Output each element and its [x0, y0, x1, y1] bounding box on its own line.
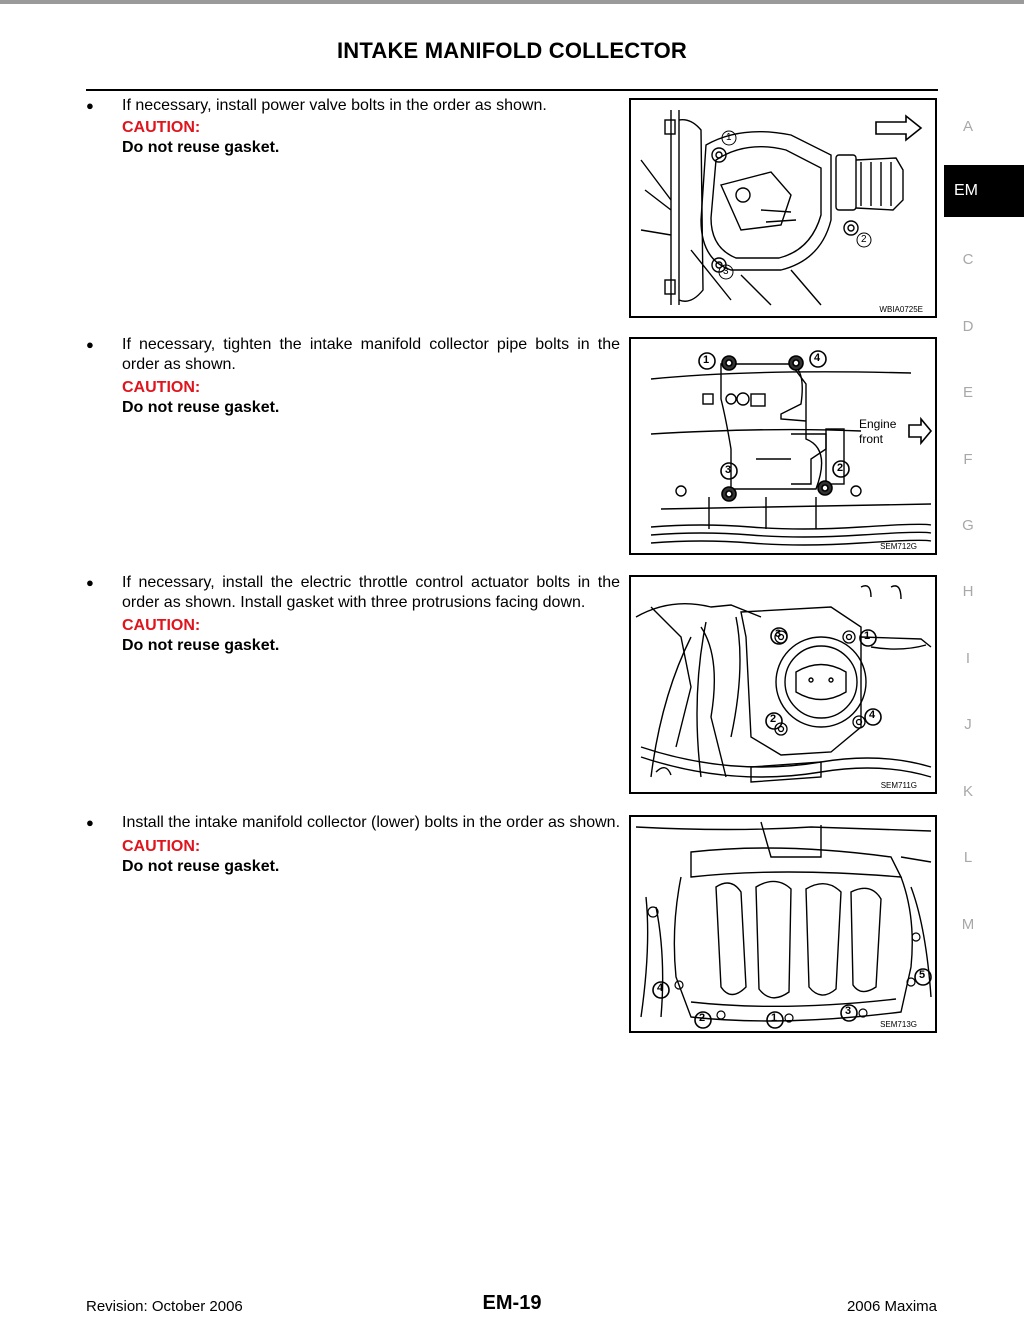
side-index-k[interactable]: K: [962, 783, 973, 800]
top-edge-line: [0, 0, 1024, 4]
bolt-label: 3: [723, 266, 729, 277]
side-index-a[interactable]: A: [962, 118, 973, 135]
caution-label: CAUTION:: [122, 837, 201, 855]
side-index-e[interactable]: E: [962, 384, 973, 401]
bolt-label: 3: [725, 464, 732, 476]
footer-page-number: EM-19: [482, 1292, 542, 1314]
bolt-label: 1: [703, 354, 710, 366]
title-rule: [86, 89, 938, 91]
procedure-section-3: [86, 573, 620, 656]
figure-collector-pipe: [629, 337, 937, 555]
caution-text: Do not reuse gasket.: [122, 637, 280, 654]
power-valve-illustration: [631, 100, 937, 318]
side-index-j[interactable]: J: [964, 716, 972, 733]
procedure-section-2: [86, 335, 620, 418]
side-index-c[interactable]: C: [962, 251, 974, 268]
side-index-em-tab[interactable]: EM: [944, 165, 1024, 217]
bolt-label: 4: [657, 982, 664, 994]
engine-front-label: Engine: [859, 417, 897, 431]
bullet: ●: [86, 337, 94, 352]
procedure-section-4: [86, 813, 620, 877]
bolt-label: 2: [770, 713, 777, 725]
bullet: ●: [86, 98, 94, 113]
bolt-label: 3: [845, 1005, 852, 1017]
page-title: INTAKE MANIFOLD COLLECTOR: [336, 38, 688, 63]
engine-front-label: front: [859, 432, 884, 446]
bolt-label: 3: [775, 628, 782, 640]
bullet: ●: [86, 815, 94, 830]
procedure-text: If necessary, install power valve bolts in the order as shown.: [122, 97, 547, 114]
figure-throttle-actuator: [629, 575, 937, 794]
side-index-d[interactable]: D: [962, 318, 974, 335]
side-index-f[interactable]: F: [963, 451, 973, 468]
figure-collector-lower: [629, 815, 937, 1033]
bolt-label: 4: [814, 352, 821, 364]
caution-label: CAUTION:: [122, 118, 201, 136]
bolt-label: 2: [861, 234, 867, 245]
procedure-text: If necessary, tighten the intake manifold collector pipe bolts in the order as shown.: [122, 336, 620, 373]
bullet: ●: [86, 575, 94, 590]
side-index-g[interactable]: G: [962, 517, 974, 534]
caution-text: Do not reuse gasket.: [122, 857, 280, 875]
collector-lower-illustration: [631, 817, 937, 1033]
side-index-l[interactable]: L: [963, 849, 973, 866]
bolt-label: 5: [919, 969, 926, 981]
bolt-label: 2: [837, 462, 844, 474]
figure-code: SEM711G: [880, 781, 917, 790]
caution-text: Do not reuse gasket.: [122, 138, 280, 156]
procedure-text: Install the intake manifold collector (lower) bolts in the order as shown.: [122, 814, 621, 831]
figure-code: SEM713G: [880, 1020, 917, 1029]
caution-text: Do not reuse gasket.: [122, 399, 280, 416]
collector-pipe-illustration: [631, 339, 937, 555]
bolt-label: 1: [864, 630, 871, 642]
procedure-text: If necessary, install the electric throttle control actuator bolts in the order as shown. Install gasket with three protrusions facing down.: [122, 574, 620, 611]
figure-power-valve: [629, 98, 937, 318]
throttle-actuator-illustration: [631, 577, 937, 794]
side-index-m[interactable]: M: [961, 916, 975, 933]
procedure-section-1: [86, 96, 620, 158]
figure-code: WBIA0725E: [879, 305, 923, 314]
bolt-label: 1: [726, 132, 732, 143]
footer-revision: Revision: October 2006: [86, 1298, 243, 1315]
caution-label: CAUTION:: [122, 617, 201, 634]
side-index-i[interactable]: I: [965, 650, 971, 667]
side-index-h[interactable]: H: [962, 583, 974, 600]
bolt-label: 2: [699, 1012, 706, 1024]
bolt-label: 1: [771, 1012, 778, 1024]
caution-label: CAUTION:: [122, 379, 201, 396]
bolt-label: 4: [869, 709, 876, 721]
footer-model: 2006 Maxima: [846, 1298, 937, 1315]
figure-code: SEM712G: [880, 542, 917, 551]
